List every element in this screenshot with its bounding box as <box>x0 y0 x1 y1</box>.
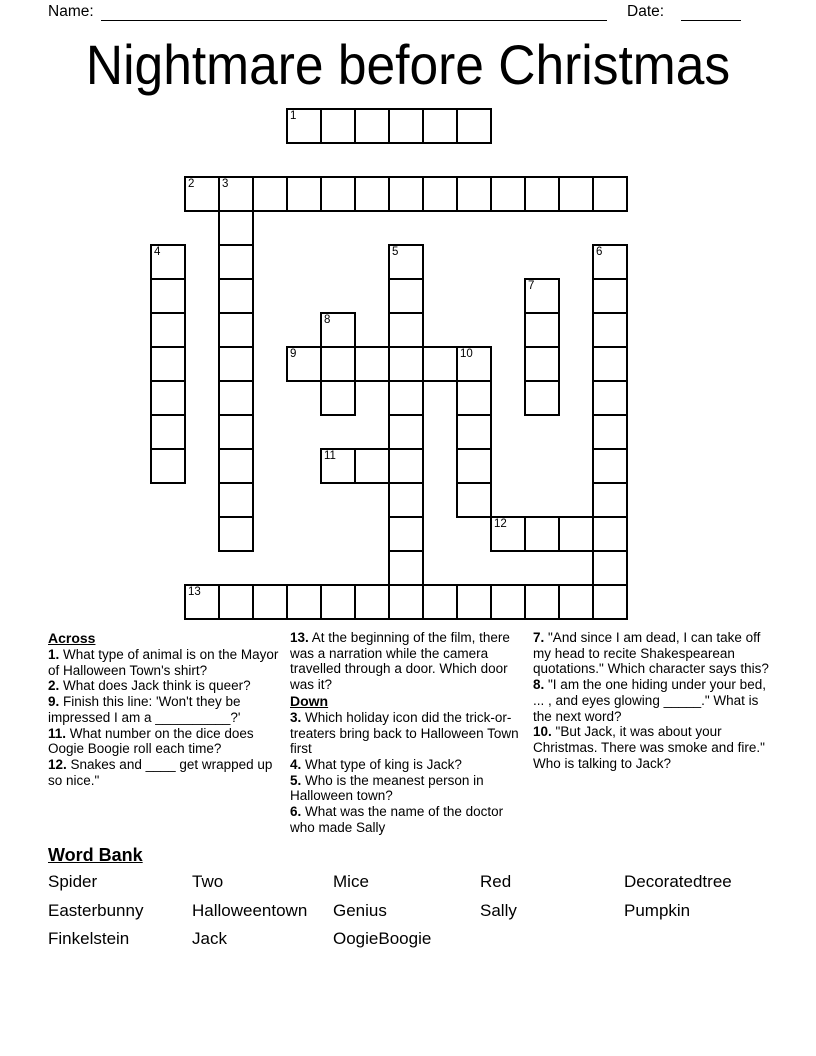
word-bank-item: Two <box>192 872 224 891</box>
grid-cell[interactable] <box>388 550 424 586</box>
clue-number: 6 <box>596 246 603 258</box>
grid-cell[interactable] <box>490 584 526 620</box>
grid-cell[interactable] <box>320 176 356 212</box>
grid-cell[interactable] <box>286 176 322 212</box>
word-bank-item: Easterbunny <box>48 900 144 920</box>
clue-item-number: 10. <box>533 724 552 740</box>
grid-cell[interactable] <box>218 414 254 450</box>
grid-cell[interactable] <box>354 108 390 144</box>
grid-cell[interactable] <box>252 176 288 212</box>
grid-cell[interactable] <box>320 380 356 416</box>
grid-cell[interactable] <box>592 482 628 518</box>
word-bank-item: Red <box>480 872 512 891</box>
word-bank-item: Genius <box>333 900 387 920</box>
grid-cell[interactable] <box>456 108 492 144</box>
clue-item: 3. Which holiday icon did the trick-or-treaters bring back to Halloween Town first <box>290 709 519 757</box>
clue-item: 12. Snakes and ____ get wrapped up so nice." <box>48 756 273 788</box>
clue-number: 1 <box>290 110 297 122</box>
clue-item-number: 8. <box>533 677 545 693</box>
clue-number: 7 <box>528 280 535 292</box>
grid-cell[interactable] <box>592 448 628 484</box>
grid-cell[interactable] <box>524 516 560 552</box>
clue-item-number: 5. <box>290 772 302 788</box>
word-bank-item: Sally <box>480 900 517 920</box>
clue-item: 9. Finish this line: 'Won't they be impressed I am a __________?' <box>48 694 241 725</box>
clues-section-heading: Down <box>290 692 329 709</box>
grid-cell[interactable] <box>456 176 492 212</box>
grid-cell[interactable] <box>218 210 254 246</box>
grid-cell[interactable] <box>218 584 254 620</box>
clue-item-number: 7. <box>533 630 545 645</box>
grid-cell[interactable] <box>320 346 356 382</box>
grid-cell[interactable] <box>524 380 560 416</box>
grid-cell[interactable] <box>592 550 628 586</box>
grid-cell[interactable] <box>456 448 492 484</box>
grid-cell[interactable] <box>456 482 492 518</box>
grid-cell[interactable] <box>388 278 424 314</box>
clue-item: 10. "But Jack, it was about your Christmas. There was smoke and fire." Who is talking to Jack? <box>533 724 765 771</box>
grid-cell[interactable] <box>524 346 560 382</box>
grid-cell[interactable] <box>354 584 390 620</box>
grid-cell[interactable] <box>592 346 628 382</box>
clue-number: 5 <box>392 246 399 258</box>
word-bank-item: Spider <box>48 872 98 891</box>
grid-cell[interactable] <box>218 380 254 416</box>
grid-cell[interactable] <box>388 108 424 144</box>
grid-cell[interactable] <box>422 176 458 212</box>
grid-cell[interactable] <box>558 584 594 620</box>
grid-cell[interactable] <box>388 346 424 382</box>
grid-cell[interactable] <box>558 516 594 552</box>
clue-item: 1. What type of animal is on the Mayor of Halloween Town's shirt? <box>48 647 279 678</box>
word-bank-item: Halloweentown <box>192 900 308 920</box>
grid-cell[interactable] <box>252 584 288 620</box>
grid-cell[interactable] <box>456 380 492 416</box>
grid-cell[interactable] <box>592 380 628 416</box>
grid-cell[interactable] <box>150 278 186 314</box>
grid-cell[interactable] <box>456 584 492 620</box>
grid-cell[interactable] <box>524 176 560 212</box>
grid-cell[interactable] <box>218 244 254 280</box>
clue-item-number: 2. <box>48 678 60 694</box>
grid-cell[interactable] <box>354 176 390 212</box>
page-title: Nightmare before Christmas <box>85 33 731 96</box>
grid-cell[interactable] <box>218 482 254 518</box>
crossword-grid <box>150 108 662 656</box>
clue-item: 6. What was the name of the doctor who made Sally <box>290 804 504 835</box>
word-bank-item: Jack <box>192 929 227 949</box>
grid-cell[interactable] <box>456 414 492 450</box>
clues-column-right <box>533 630 780 771</box>
grid-cell[interactable] <box>218 516 254 552</box>
grid-cell[interactable] <box>150 414 186 450</box>
grid-cell[interactable] <box>422 108 458 144</box>
grid-cell[interactable] <box>150 380 186 416</box>
grid-cell[interactable] <box>592 516 628 552</box>
clue-number: 2 <box>188 178 195 190</box>
grid-cell[interactable] <box>150 312 186 348</box>
clue-number: 9 <box>290 348 297 360</box>
clue-item-number: 6. <box>290 804 302 820</box>
clue-item: 13. At the beginning of the film, there was a narration while the camera travelled through a door. Which door was it? <box>290 630 510 693</box>
grid-cell[interactable] <box>218 312 254 348</box>
word-bank-item: Pumpkin <box>624 900 691 920</box>
clue-item: 4. What type of king is Jack? <box>290 756 462 772</box>
clue-number: 11 <box>324 450 336 462</box>
grid-cell[interactable] <box>592 278 628 314</box>
word-bank-list <box>48 872 768 958</box>
grid-cell[interactable] <box>150 448 186 484</box>
word-bank-item: Mice <box>333 872 369 891</box>
clues-column-middle <box>290 630 527 835</box>
date-blank-line[interactable] <box>681 4 741 21</box>
grid-cell[interactable] <box>490 176 526 212</box>
clue-item: 11. What number on the dice does Oogie Boogie roll each time? <box>48 725 254 757</box>
clue-item-number: 12. <box>48 756 67 772</box>
word-bank-heading: Word Bank <box>48 845 143 865</box>
grid-cell[interactable] <box>422 584 458 620</box>
clue-number: 3 <box>222 178 229 190</box>
name-label: Name: <box>48 3 94 20</box>
clues-column-across <box>48 630 281 788</box>
grid-cell[interactable] <box>388 584 424 620</box>
word-bank-item: OogieBoogie <box>333 929 432 949</box>
grid-cell[interactable] <box>592 312 628 348</box>
grid-cell[interactable] <box>388 176 424 212</box>
grid-cell[interactable] <box>422 346 458 382</box>
clue-number: 13 <box>188 586 201 598</box>
grid-cell[interactable] <box>592 414 628 450</box>
clue-item: 8. "I am the one hiding under your bed, ... , and eyes glowing _____." What is the next word? <box>533 677 766 724</box>
grid-cell[interactable] <box>388 482 424 518</box>
clue-number: 4 <box>154 246 161 258</box>
clue-item-number: 13. <box>290 630 309 645</box>
date-label: Date: <box>627 3 665 20</box>
clue-item: 5. Who is the meanest person in Halloween town? <box>290 772 484 804</box>
clue-number: 10 <box>460 348 473 360</box>
clue-item: 2. What does Jack think is queer? <box>48 678 251 694</box>
clue-item-number: 11. <box>48 725 67 741</box>
grid-cell[interactable] <box>320 108 356 144</box>
grid-cell[interactable] <box>524 312 560 348</box>
grid-cell[interactable] <box>354 448 390 484</box>
word-bank-item: Decoratedtree <box>624 872 732 891</box>
grid-cell[interactable] <box>218 448 254 484</box>
clue-item-number: 4. <box>290 756 302 772</box>
grid-cell[interactable] <box>218 278 254 314</box>
clue-number: 12 <box>494 518 507 530</box>
grid-cell[interactable] <box>150 346 186 382</box>
grid-cell[interactable] <box>388 414 424 450</box>
grid-cell[interactable] <box>592 584 628 620</box>
word-bank-item: Finkelstein <box>48 929 130 949</box>
grid-cell[interactable] <box>354 346 390 382</box>
grid-cell[interactable] <box>524 584 560 620</box>
name-blank-line[interactable] <box>101 4 607 21</box>
clues-section-heading: Across <box>48 630 96 646</box>
grid-cell[interactable] <box>388 312 424 348</box>
clue-item: 7. "And since I am dead, I can take off my head to recite Shakespearean quotations." Which character says this? <box>533 630 769 677</box>
grid-cell[interactable] <box>388 448 424 484</box>
clue-item-number: 1. <box>48 647 60 662</box>
grid-cell[interactable] <box>592 176 628 212</box>
grid-cell[interactable] <box>388 516 424 552</box>
grid-cell[interactable] <box>286 584 322 620</box>
grid-cell[interactable] <box>558 176 594 212</box>
clue-number: 8 <box>324 314 331 326</box>
grid-cell[interactable] <box>388 380 424 416</box>
grid-cell[interactable] <box>218 346 254 382</box>
grid-cell[interactable] <box>320 584 356 620</box>
clue-item-number: 9. <box>48 694 60 710</box>
clue-item-number: 3. <box>290 709 302 725</box>
